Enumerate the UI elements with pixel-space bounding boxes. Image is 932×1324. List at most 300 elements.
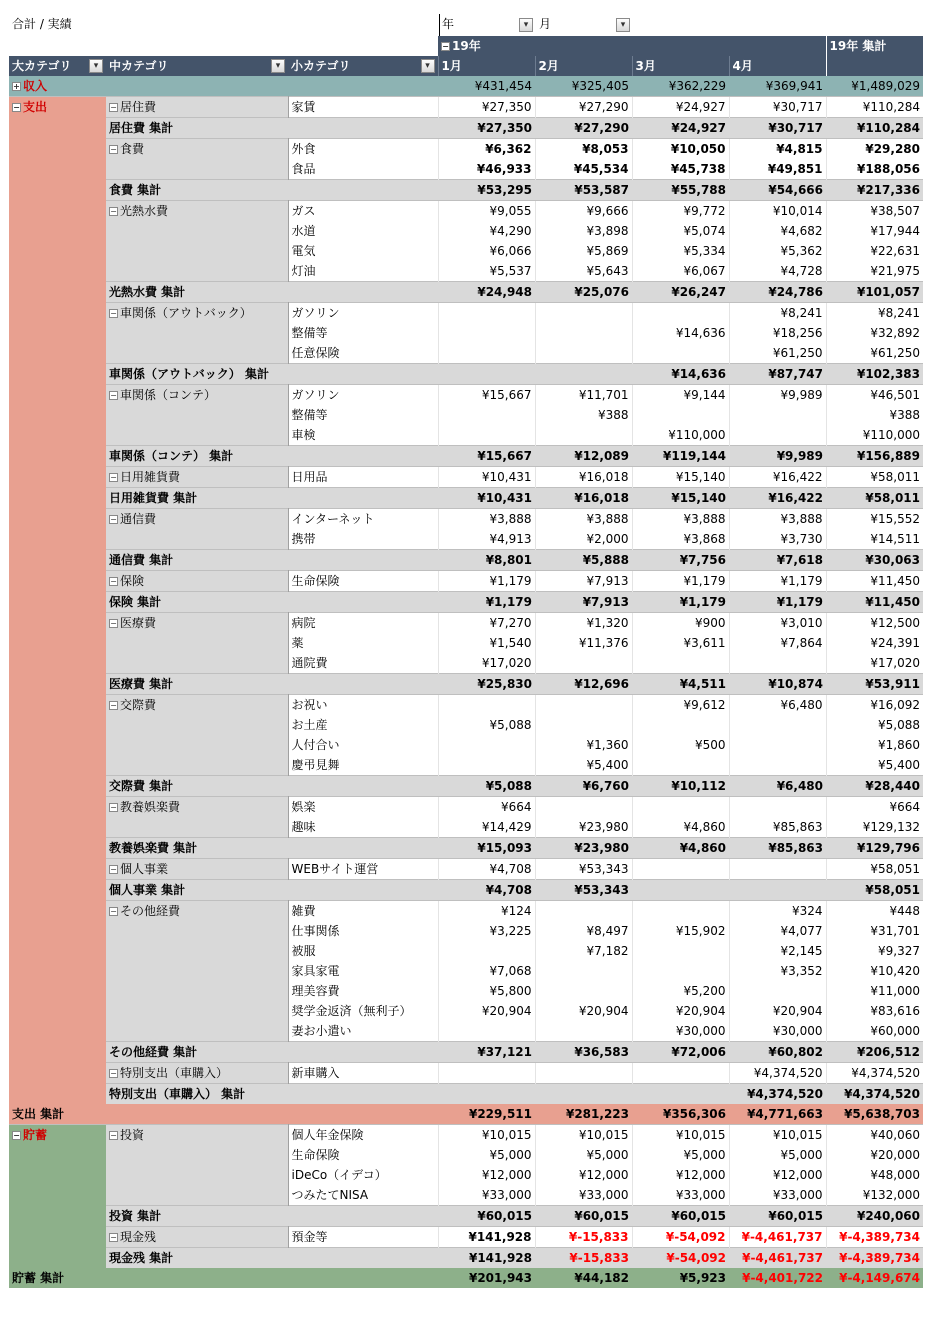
minor-category-cell[interactable]: お祝い [288,695,438,716]
minor-category-cell[interactable]: 灯油 [288,261,438,282]
middle-category-cell[interactable] [106,695,288,776]
minor-category-cell[interactable]: 個人年金保険 [288,1125,438,1146]
subtotal-row[interactable] [9,776,923,797]
value-cell[interactable]: ¥9,666 [535,201,632,222]
value-cell[interactable]: ¥24,948 [438,282,535,303]
value-cell[interactable]: ¥12,000 [729,1165,826,1185]
subtotal-row[interactable] [9,1084,923,1105]
year-total-cell[interactable]: ¥29,280 [826,139,923,160]
value-cell[interactable]: ¥15,140 [632,467,729,488]
value-cell[interactable]: ¥60,015 [535,1206,632,1227]
minor-category-cell[interactable]: 趣味 [288,817,438,838]
value-cell[interactable] [438,303,535,324]
value-cell[interactable]: ¥7,270 [438,613,535,634]
value-cell[interactable] [438,941,535,961]
value-cell[interactable] [632,1084,729,1105]
month-field-label[interactable]: 月 [539,17,552,31]
data-row[interactable] [9,139,923,160]
value-cell[interactable]: ¥3,898 [535,221,632,241]
value-cell[interactable] [632,405,729,425]
expand-plus-icon[interactable]: + [13,82,20,91]
value-cell[interactable] [632,880,729,901]
year-total-cell[interactable]: ¥664 [826,797,923,818]
value-cell[interactable] [632,715,729,735]
value-cell[interactable]: ¥30,000 [729,1021,826,1042]
middle-category-cell[interactable] [106,613,288,674]
value-cell[interactable]: ¥9,144 [632,385,729,406]
value-cell[interactable]: ¥37,121 [438,1042,535,1063]
data-row[interactable] [9,467,923,488]
value-cell[interactable]: ¥431,454 [438,76,535,97]
value-cell[interactable]: ¥4,728 [729,261,826,282]
value-cell[interactable]: ¥17,020 [438,653,535,674]
value-cell[interactable]: ¥14,636 [632,364,729,385]
value-cell[interactable]: ¥141,928 [438,1227,535,1248]
value-cell[interactable]: ¥4,077 [729,921,826,941]
value-cell[interactable]: ¥60,015 [438,1206,535,1227]
value-cell[interactable] [438,755,535,776]
year-total-cell[interactable]: ¥-4,389,734 [826,1227,923,1248]
middle-category-cell[interactable] [106,797,288,838]
value-cell[interactable]: ¥4,374,520 [729,1063,826,1084]
income-row[interactable] [9,76,923,97]
year-total-cell[interactable]: ¥28,440 [826,776,923,797]
value-cell[interactable]: ¥55,788 [632,180,729,201]
value-cell[interactable] [535,653,632,674]
value-cell[interactable]: ¥12,000 [535,1165,632,1185]
value-cell[interactable] [632,343,729,364]
collapse-minus-icon[interactable]: − [110,803,117,812]
value-cell[interactable]: ¥60,015 [632,1206,729,1227]
year-total-cell[interactable]: ¥9,327 [826,941,923,961]
year-total-cell[interactable]: ¥40,060 [826,1125,923,1146]
value-cell[interactable] [535,364,632,385]
year-total-cell[interactable]: ¥4,374,520 [826,1084,923,1105]
value-cell[interactable]: ¥7,756 [632,550,729,571]
year-total-cell[interactable]: ¥31,701 [826,921,923,941]
value-cell[interactable]: ¥5,800 [438,981,535,1001]
value-cell[interactable]: ¥30,717 [729,118,826,139]
value-cell[interactable] [729,405,826,425]
value-cell[interactable]: ¥15,140 [632,488,729,509]
value-cell[interactable]: ¥1,360 [535,735,632,755]
subtotal-row[interactable] [9,1248,923,1269]
minor-category-cell[interactable]: 家賃 [288,97,438,118]
value-cell[interactable]: ¥10,014 [729,201,826,222]
value-cell[interactable]: ¥27,350 [438,118,535,139]
value-cell[interactable]: ¥1,179 [632,592,729,613]
year-total-cell[interactable]: ¥101,057 [826,282,923,303]
value-cell[interactable]: ¥10,874 [729,674,826,695]
value-cell[interactable] [632,941,729,961]
value-cell[interactable] [438,735,535,755]
value-cell[interactable]: ¥5,869 [535,241,632,261]
value-cell[interactable]: ¥3,225 [438,921,535,941]
value-cell[interactable]: ¥7,182 [535,941,632,961]
expense-category[interactable] [9,97,106,1105]
minor-category-cell[interactable]: 被服 [288,941,438,961]
data-row[interactable] [9,1125,923,1146]
value-cell[interactable]: ¥5,888 [535,550,632,571]
year-total-cell[interactable]: ¥30,063 [826,550,923,571]
year-total-cell[interactable]: ¥58,051 [826,859,923,880]
minor-category-cell[interactable]: 家具家電 [288,961,438,981]
minor-category-cell[interactable]: お土産 [288,715,438,735]
value-cell[interactable]: ¥16,422 [729,488,826,509]
minor-category-cell[interactable]: 水道 [288,221,438,241]
value-cell[interactable]: ¥27,350 [438,97,535,118]
value-cell[interactable]: ¥1,179 [438,571,535,592]
value-cell[interactable]: ¥10,015 [438,1125,535,1146]
year-total-cell[interactable]: ¥102,383 [826,364,923,385]
value-cell[interactable]: ¥8,241 [729,303,826,324]
expense-total-row[interactable] [9,1104,923,1125]
value-cell[interactable] [438,343,535,364]
value-cell[interactable]: ¥20,904 [729,1001,826,1021]
collapse-minus-icon[interactable]: − [110,619,117,628]
year-field-label[interactable]: 年 [442,17,455,31]
value-cell[interactable] [632,961,729,981]
year-total-cell[interactable]: ¥60,000 [826,1021,923,1042]
year-total-cell[interactable]: ¥61,250 [826,343,923,364]
value-cell[interactable]: ¥6,066 [438,241,535,261]
value-cell[interactable]: ¥4,860 [632,838,729,859]
value-cell[interactable]: ¥124 [438,901,535,922]
minor-category-cell[interactable]: 娯楽 [288,797,438,818]
data-row[interactable] [9,303,923,324]
data-row[interactable] [9,1227,923,1248]
minor-category-cell[interactable]: 整備等 [288,405,438,425]
year-total-cell[interactable]: ¥83,616 [826,1001,923,1021]
minor-category-cell[interactable]: 雑費 [288,901,438,922]
year-total-cell[interactable]: ¥129,796 [826,838,923,859]
value-cell[interactable]: ¥9,989 [729,385,826,406]
value-cell[interactable] [535,425,632,446]
year-total-cell[interactable]: ¥188,056 [826,159,923,180]
value-cell[interactable] [729,797,826,818]
value-cell[interactable]: ¥10,112 [632,776,729,797]
year-total-cell[interactable]: ¥1,860 [826,735,923,755]
year-group-header[interactable] [438,36,826,56]
middle-category-cell[interactable] [106,1227,288,1248]
data-row[interactable] [9,1063,923,1084]
value-cell[interactable]: ¥5,923 [632,1268,729,1288]
value-cell[interactable] [632,859,729,880]
value-cell[interactable] [535,981,632,1001]
value-cell[interactable]: ¥900 [632,613,729,634]
value-cell[interactable]: ¥11,376 [535,633,632,653]
year-total-cell[interactable]: ¥46,501 [826,385,923,406]
value-cell[interactable] [438,323,535,343]
minor-category-cell[interactable]: 日用品 [288,467,438,488]
value-cell[interactable] [535,1021,632,1042]
value-cell[interactable] [729,653,826,674]
value-cell[interactable]: ¥1,320 [535,613,632,634]
value-cell[interactable]: ¥15,093 [438,838,535,859]
minor-category-cell[interactable]: つみたてNISA [288,1185,438,1206]
value-cell[interactable]: ¥25,076 [535,282,632,303]
collapse-minus-icon[interactable]: − [110,103,117,112]
value-cell[interactable]: ¥5,400 [535,755,632,776]
year-total-cell[interactable]: ¥17,020 [826,653,923,674]
value-cell[interactable]: ¥324 [729,901,826,922]
value-cell[interactable] [729,755,826,776]
value-cell[interactable]: ¥-4,401,722 [729,1268,826,1288]
value-cell[interactable]: ¥24,927 [632,118,729,139]
year-total-cell[interactable]: ¥156,889 [826,446,923,467]
value-cell[interactable]: ¥1,179 [632,571,729,592]
collapse-minus-icon[interactable]: − [110,473,117,482]
value-cell[interactable]: ¥3,730 [729,529,826,550]
value-cell[interactable]: ¥141,928 [438,1248,535,1269]
value-cell[interactable] [438,425,535,446]
value-cell[interactable]: ¥8,053 [535,139,632,160]
value-cell[interactable] [632,303,729,324]
value-cell[interactable]: ¥11,701 [535,385,632,406]
value-cell[interactable]: ¥362,229 [632,76,729,97]
minor-category-cell[interactable]: 生命保険 [288,1145,438,1165]
value-cell[interactable]: ¥60,802 [729,1042,826,1063]
value-cell[interactable] [729,880,826,901]
year-total-cell[interactable]: ¥5,400 [826,755,923,776]
year-total-cell[interactable]: ¥110,284 [826,97,923,118]
subtotal-row[interactable] [9,674,923,695]
value-cell[interactable] [438,405,535,425]
value-cell[interactable]: ¥33,000 [632,1185,729,1206]
middle-category-header[interactable] [106,56,288,76]
minor-category-cell[interactable]: 理美容費 [288,981,438,1001]
value-cell[interactable]: ¥24,927 [632,97,729,118]
value-cell[interactable]: ¥24,786 [729,282,826,303]
middle-category-cell[interactable] [106,303,288,364]
middle-category-cell[interactable] [106,901,288,1042]
value-cell[interactable]: ¥4,708 [438,880,535,901]
minor-category-cell[interactable]: 妻お小遣い [288,1021,438,1042]
value-cell[interactable]: ¥85,863 [729,817,826,838]
value-cell[interactable]: ¥1,179 [729,592,826,613]
major-category-header[interactable] [9,56,106,76]
value-cell[interactable]: ¥3,888 [632,509,729,530]
year-total-cell[interactable]: ¥-4,149,674 [826,1268,923,1288]
data-row[interactable] [9,901,923,922]
year-total-cell[interactable]: ¥53,911 [826,674,923,695]
value-cell[interactable]: ¥5,000 [632,1145,729,1165]
value-cell[interactable]: ¥20,904 [535,1001,632,1021]
minor-category-cell[interactable]: 整備等 [288,323,438,343]
data-row[interactable] [9,385,923,406]
value-cell[interactable]: ¥10,050 [632,139,729,160]
value-cell[interactable]: ¥10,015 [535,1125,632,1146]
value-cell[interactable]: ¥12,000 [632,1165,729,1185]
value-cell[interactable] [632,901,729,922]
value-cell[interactable]: ¥7,913 [535,571,632,592]
year-total-cell[interactable]: ¥58,011 [826,467,923,488]
value-cell[interactable]: ¥9,772 [632,201,729,222]
value-cell[interactable]: ¥664 [438,797,535,818]
value-cell[interactable]: ¥12,696 [535,674,632,695]
value-cell[interactable] [632,653,729,674]
value-cell[interactable]: ¥-54,092 [632,1248,729,1269]
value-cell[interactable] [729,425,826,446]
value-cell[interactable]: ¥4,374,520 [729,1084,826,1105]
value-cell[interactable]: ¥5,088 [438,715,535,735]
value-cell[interactable]: ¥2,145 [729,941,826,961]
month-filter-icon[interactable]: ▾ [616,18,630,32]
middle-category-cell[interactable] [106,509,288,550]
middle-category-cell[interactable] [106,385,288,446]
value-cell[interactable]: ¥5,000 [729,1145,826,1165]
minor-category-cell[interactable]: インターネット [288,509,438,530]
minor-category-cell[interactable]: ガス [288,201,438,222]
collapse-minus-icon[interactable]: − [110,1069,117,1078]
year-total-cell[interactable]: ¥17,944 [826,221,923,241]
value-cell[interactable]: ¥7,913 [535,592,632,613]
value-cell[interactable]: ¥110,000 [632,425,729,446]
minor-category-cell[interactable]: 車検 [288,425,438,446]
value-cell[interactable]: ¥53,295 [438,180,535,201]
value-cell[interactable]: ¥4,708 [438,859,535,880]
year-total-cell[interactable]: ¥-4,389,734 [826,1248,923,1269]
value-cell[interactable]: ¥356,306 [632,1104,729,1125]
value-cell[interactable]: ¥54,666 [729,180,826,201]
value-cell[interactable]: ¥3,888 [438,509,535,530]
value-cell[interactable]: ¥36,583 [535,1042,632,1063]
value-cell[interactable]: ¥45,738 [632,159,729,180]
value-cell[interactable]: ¥30,000 [632,1021,729,1042]
subtotal-row[interactable] [9,1206,923,1227]
value-cell[interactable]: ¥4,290 [438,221,535,241]
savings-total-row[interactable] [9,1268,923,1288]
value-cell[interactable] [535,1084,632,1105]
value-cell[interactable]: ¥119,144 [632,446,729,467]
collapse-minus-icon[interactable]: − [110,515,117,524]
value-cell[interactable]: ¥60,015 [729,1206,826,1227]
value-cell[interactable]: ¥8,801 [438,550,535,571]
value-cell[interactable]: ¥-4,461,737 [729,1248,826,1269]
value-cell[interactable]: ¥6,067 [632,261,729,282]
middle-category-cell[interactable] [106,1125,288,1206]
value-cell[interactable]: ¥5,643 [535,261,632,282]
value-cell[interactable]: ¥61,250 [729,343,826,364]
collapse-minus-icon[interactable]: − [110,577,117,586]
minor-category-cell[interactable]: 携帯 [288,529,438,550]
value-cell[interactable]: ¥4,913 [438,529,535,550]
value-cell[interactable]: ¥5,000 [535,1145,632,1165]
value-cell[interactable]: ¥27,290 [535,97,632,118]
value-cell[interactable]: ¥10,015 [729,1125,826,1146]
value-cell[interactable]: ¥4,815 [729,139,826,160]
collapse-minus-icon[interactable]: − [13,103,20,112]
value-cell[interactable]: ¥20,904 [632,1001,729,1021]
middle-category-cell[interactable] [106,139,288,180]
value-cell[interactable] [632,797,729,818]
data-row[interactable] [9,695,923,716]
year-total-cell[interactable]: ¥388 [826,405,923,425]
year-total-cell[interactable]: ¥5,088 [826,715,923,735]
data-row[interactable] [9,571,923,592]
value-cell[interactable]: ¥5,334 [632,241,729,261]
collapse-minus-icon[interactable]: − [110,391,117,400]
year-total-cell[interactable]: ¥48,000 [826,1165,923,1185]
value-cell[interactable]: ¥7,068 [438,961,535,981]
value-cell[interactable] [729,981,826,1001]
value-cell[interactable]: ¥15,902 [632,921,729,941]
value-cell[interactable] [729,715,826,735]
value-cell[interactable]: ¥6,480 [729,776,826,797]
value-cell[interactable]: ¥9,989 [729,446,826,467]
year-total-cell[interactable]: ¥24,391 [826,633,923,653]
filter-dropdown-icon[interactable]: ▾ [421,59,435,73]
value-cell[interactable] [729,735,826,755]
subtotal-row[interactable] [9,364,923,385]
middle-category-cell[interactable] [106,467,288,488]
value-cell[interactable]: ¥25,830 [438,674,535,695]
year-total-cell[interactable]: ¥132,000 [826,1185,923,1206]
middle-category-cell[interactable] [106,859,288,880]
value-cell[interactable] [535,695,632,716]
subtotal-row[interactable] [9,838,923,859]
minor-category-cell[interactable]: 通院費 [288,653,438,674]
subtotal-row[interactable] [9,282,923,303]
data-row[interactable] [9,201,923,222]
minor-category-cell[interactable]: 預金等 [288,1227,438,1248]
year-total-cell[interactable]: ¥12,500 [826,613,923,634]
collapse-minus-icon[interactable]: − [110,1131,117,1140]
data-row[interactable] [9,859,923,880]
value-cell[interactable]: ¥12,089 [535,446,632,467]
filter-dropdown-icon[interactable]: ▾ [271,59,285,73]
value-cell[interactable]: ¥369,941 [729,76,826,97]
value-cell[interactable]: ¥5,362 [729,241,826,261]
value-cell[interactable]: ¥229,511 [438,1104,535,1125]
minor-category-cell[interactable]: 電気 [288,241,438,261]
value-cell[interactable]: ¥12,000 [438,1165,535,1185]
year-total-cell[interactable]: ¥21,975 [826,261,923,282]
value-cell[interactable]: ¥6,362 [438,139,535,160]
collapse-minus-icon[interactable]: − [110,701,117,710]
value-cell[interactable]: ¥4,771,663 [729,1104,826,1125]
value-cell[interactable]: ¥10,015 [632,1125,729,1146]
value-cell[interactable] [438,1063,535,1084]
value-cell[interactable]: ¥33,000 [535,1185,632,1206]
savings-category[interactable] [9,1125,106,1269]
middle-category-cell[interactable] [106,97,288,118]
year-total-cell[interactable]: ¥11,450 [826,571,923,592]
subtotal-row[interactable] [9,488,923,509]
data-row[interactable] [9,797,923,818]
value-cell[interactable]: ¥4,511 [632,674,729,695]
value-cell[interactable]: ¥5,088 [438,776,535,797]
year-total-cell[interactable]: ¥15,552 [826,509,923,530]
value-cell[interactable]: ¥4,860 [632,817,729,838]
value-cell[interactable] [729,859,826,880]
year-total-cell[interactable]: ¥22,631 [826,241,923,261]
value-cell[interactable]: ¥20,904 [438,1001,535,1021]
value-cell[interactable]: ¥23,980 [535,838,632,859]
value-cell[interactable] [535,303,632,324]
value-cell[interactable]: ¥6,480 [729,695,826,716]
collapse-minus-icon[interactable]: − [110,1233,117,1242]
income-category[interactable] [9,76,438,97]
value-cell[interactable]: ¥53,343 [535,859,632,880]
value-cell[interactable]: ¥23,980 [535,817,632,838]
value-cell[interactable]: ¥1,179 [729,571,826,592]
value-cell[interactable]: ¥14,429 [438,817,535,838]
value-cell[interactable]: ¥8,497 [535,921,632,941]
value-cell[interactable]: ¥5,537 [438,261,535,282]
minor-category-header[interactable] [288,56,438,76]
value-cell[interactable] [632,755,729,776]
